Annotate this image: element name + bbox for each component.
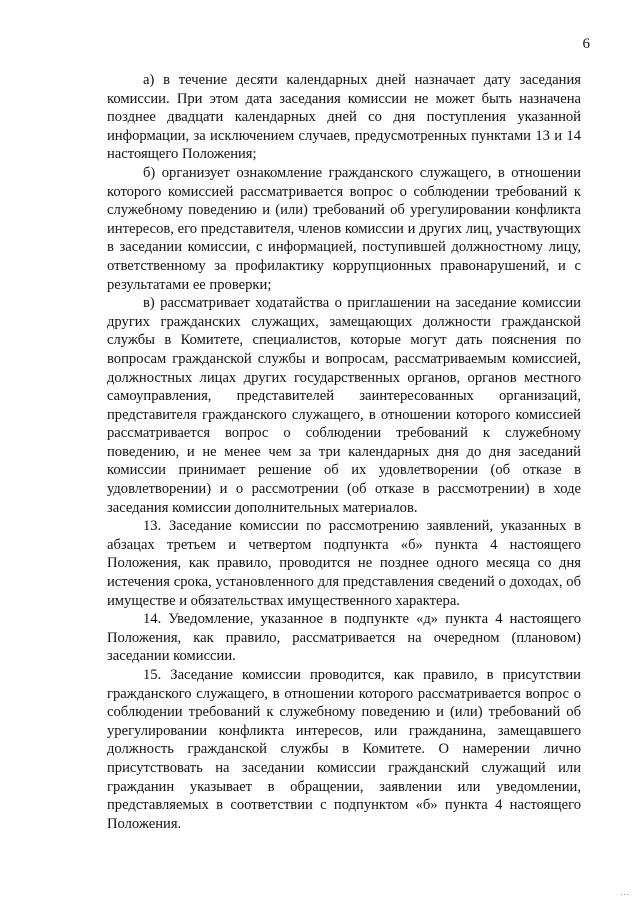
document-body (107, 71, 581, 833)
paragraph-subitem-b: б) организует ознакомление гражданского служащего, в отношении которого комиссией рассматривается вопрос о соблюдении требований к служебному поведению и (или) требований об урегулировании конфликта интересов, его представителя, членов комиссии и других лиц, участвующих в заседании комиссии, с информацией, поступившей должностному лицу, ответственному за профилактику коррупционных правонарушений, и с результатами ее проверки; (107, 164, 581, 293)
footer-mark: ... (620, 887, 630, 897)
page-number: 6 (582, 36, 590, 52)
paragraph-subitem-a: а) в течение десяти календарных дней назначает дату заседания комиссии. При этом дата заседания комиссии не может быть назначена позднее двадцати календарных дней со дня поступления указанной информации, за исключением случаев, предусмотренных пунктами 13 и 14 настоящего Положения; (107, 72, 581, 163)
paragraph-subitem-v: в) рассматривает ходатайства о приглашении на заседание комиссии других гражданских служащих, замещающих должности гражданской службы в Комитете, специалистов, которые могут дать пояснения по вопросам гражданской службы и вопросам, рассматриваемым комиссией, должностных лицах других государственных органов, органов местного самоуправления, представителей заинтересованных организаций, представителя гражданского служащего, в отношении которого комиссией рассматривается вопрос о соблюдении требований к служебному поведению, и не менее чем за три календарных дня до дня заседаний комиссии принимает решение об их удовлетворении (об отказе в удовлетворении) и о рассмотрении (об отказе в рассмотрении) в ходе заседания комиссии дополнительных материалов. (107, 295, 581, 516)
paragraph-item-14: 14. Уведомление, указанное в подпункте «д» пункта 4 настоящего Положения, как правило, рассматривается на очередном (плановом) заседании комиссии. (107, 611, 581, 665)
paragraph-item-15: 15. Заседание комиссии проводится, как правило, в присутствии гражданского служащего, в отношении которого рассматривается вопрос о соблюдении требований к служебному поведению и (или) требований об урегулировании конфликта интересов, или гражданина, замещавшего должность гражданской службы в Комитете. О намерении лично присутствовать на заседании комиссии гражданский служащий или гражданин указывает в обращении, заявлении или уведомлении, представляемых в соответствии с подпунктом «б» пункта 4 настоящего Положения. (107, 667, 581, 832)
paragraph-item-13: 13. Заседание комиссии по рассмотрению заявлений, указанных в абзацах третьем и четвертом подпункта «б» пункта 4 настоящего Положения, как правило, проводится не позднее одного месяца со дня истечения срока, установленного для представления сведений о доходах, об имуществе и обязательствах имущественного характера. (107, 518, 581, 609)
